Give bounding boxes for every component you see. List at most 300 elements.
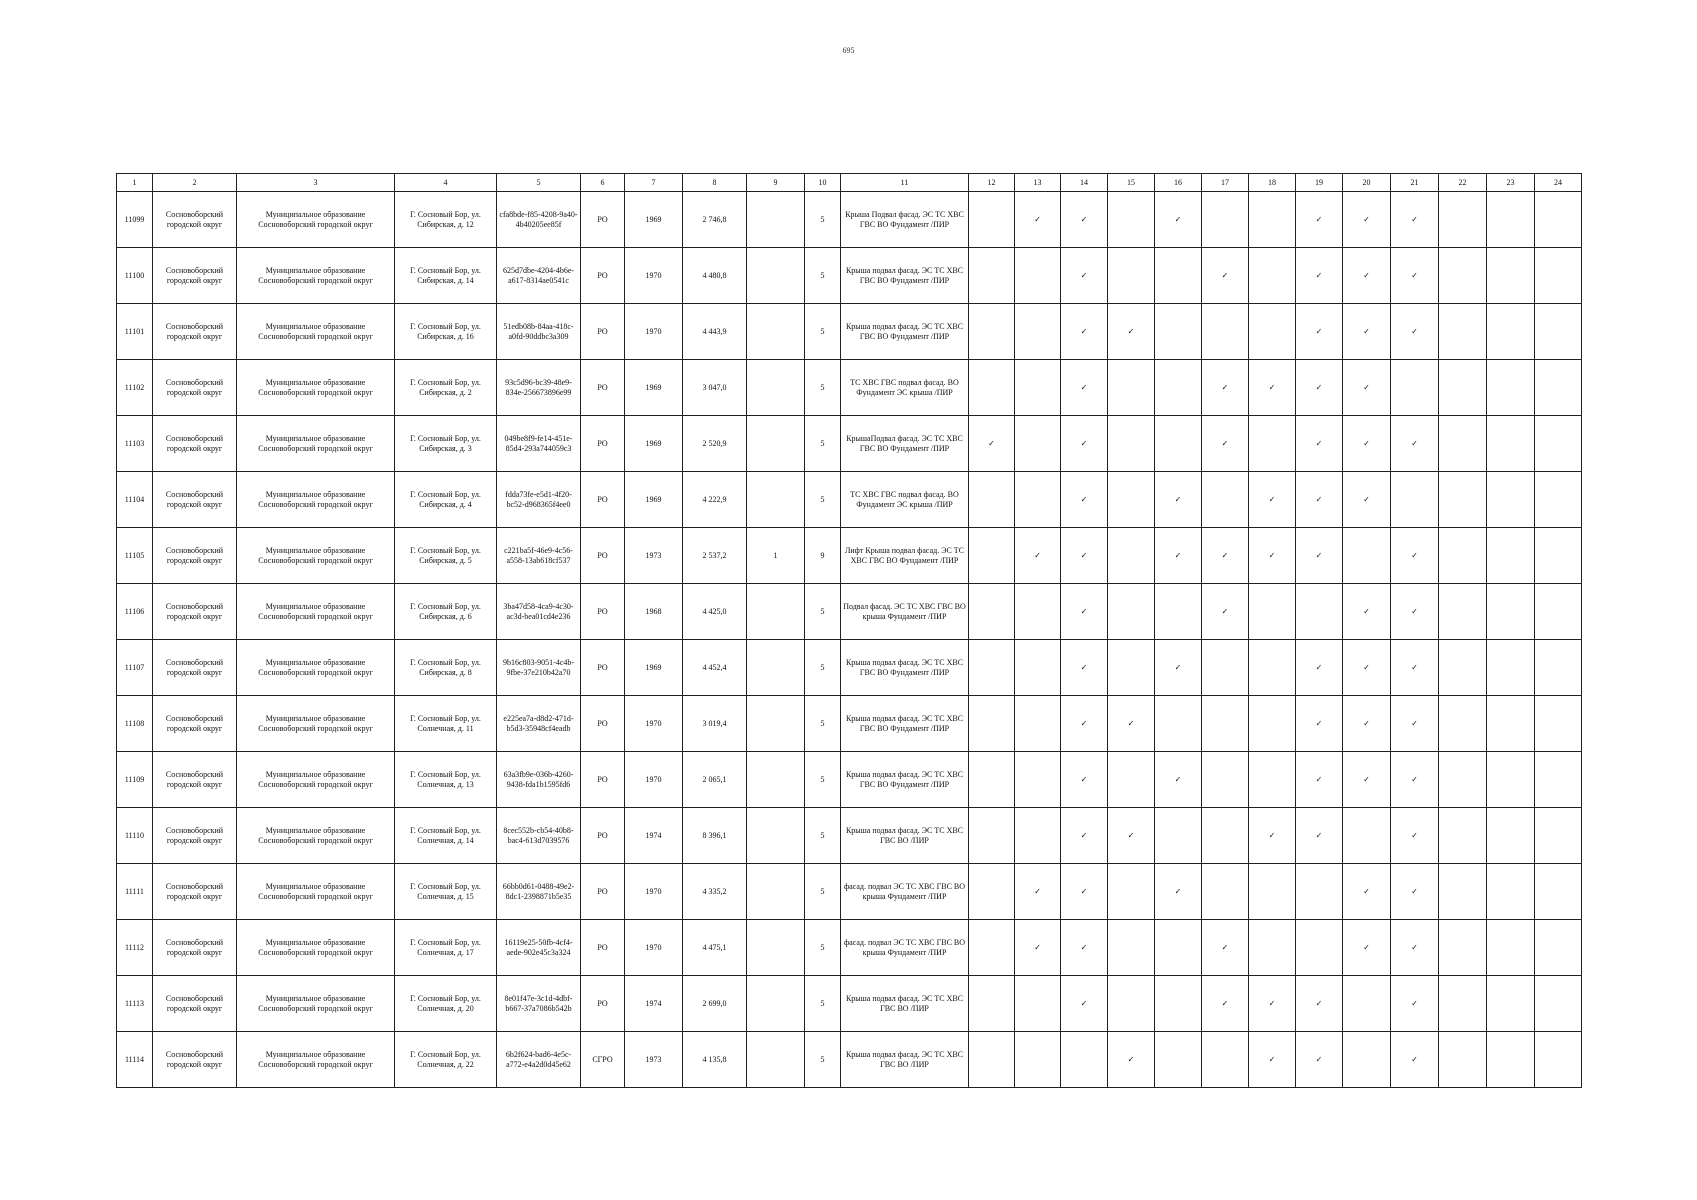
address-cell: Г. Сосновый Бор, ул. Сибирская, д. 4 [395, 472, 497, 528]
row-id-cell: 11109 [117, 752, 153, 808]
column-header: 9 [747, 174, 805, 192]
elevator-count-cell [747, 304, 805, 360]
check-mark-icon: ✓ [1296, 304, 1343, 360]
empty-cell [969, 752, 1015, 808]
empty-cell [1535, 752, 1582, 808]
check-mark-icon: ✓ [1061, 584, 1108, 640]
check-mark-icon: ✓ [1343, 304, 1391, 360]
year-cell: 1968 [625, 584, 683, 640]
elevator-count-cell [747, 696, 805, 752]
district-cell: Сосновоборский городской округ [153, 416, 237, 472]
check-mark-icon: ✓ [1155, 472, 1202, 528]
municipality-cell: Муниципальное образование Сосновоборский городской округ [237, 640, 395, 696]
empty-cell [1015, 584, 1061, 640]
check-mark-icon: ✓ [1155, 528, 1202, 584]
check-mark-icon: ✓ [1296, 696, 1343, 752]
municipality-cell: Муниципальное образование Сосновоборский городской округ [237, 808, 395, 864]
empty-cell [969, 304, 1015, 360]
year-cell: 1973 [625, 528, 683, 584]
check-mark-icon: ✓ [1296, 976, 1343, 1032]
year-cell: 1974 [625, 808, 683, 864]
empty-cell [1535, 360, 1582, 416]
check-mark-icon: ✓ [1061, 472, 1108, 528]
district-cell: Сосновоборский городской округ [153, 976, 237, 1032]
check-mark-icon: ✓ [1343, 696, 1391, 752]
check-mark-icon: ✓ [1061, 864, 1108, 920]
check-mark-icon: ✓ [1296, 1032, 1343, 1088]
municipality-cell: Муниципальное образование Сосновоборский городской округ [237, 696, 395, 752]
empty-cell [1249, 920, 1296, 976]
address-cell: Г. Сосновый Бор, ул. Сибирская, д. 12 [395, 192, 497, 248]
column-header: 7 [625, 174, 683, 192]
row-id-cell: 11110 [117, 808, 153, 864]
elevator-count-cell [747, 864, 805, 920]
check-mark-icon: ✓ [1061, 360, 1108, 416]
works-cell: ТС ХВС ГВС подвал фасад. ВО Фундамент ЭС крыша /ПИР [841, 360, 969, 416]
type-cell: РО [581, 528, 625, 584]
column-header: 14 [1061, 174, 1108, 192]
check-mark-icon: ✓ [1391, 528, 1439, 584]
year-cell: 1969 [625, 416, 683, 472]
empty-cell [1015, 416, 1061, 472]
column-header: 11 [841, 174, 969, 192]
check-mark-icon: ✓ [1015, 920, 1061, 976]
floors-cell: 5 [805, 976, 841, 1032]
floors-cell: 5 [805, 696, 841, 752]
column-header: 1 [117, 174, 153, 192]
type-cell: РО [581, 696, 625, 752]
table-row [117, 248, 1582, 304]
elevator-count-cell [747, 752, 805, 808]
check-mark-icon: ✓ [1343, 416, 1391, 472]
empty-cell [1535, 640, 1582, 696]
column-header: 16 [1155, 174, 1202, 192]
check-mark-icon: ✓ [1061, 752, 1108, 808]
year-cell: 1973 [625, 1032, 683, 1088]
area-cell: 4 452,4 [683, 640, 747, 696]
check-mark-icon: ✓ [1391, 752, 1439, 808]
check-mark-icon: ✓ [1155, 864, 1202, 920]
empty-cell [1535, 416, 1582, 472]
table-row [117, 1032, 1582, 1088]
empty-cell [1535, 472, 1582, 528]
check-mark-icon: ✓ [1061, 640, 1108, 696]
empty-cell [1439, 360, 1487, 416]
empty-cell [1535, 976, 1582, 1032]
area-cell: 2 065,1 [683, 752, 747, 808]
works-cell: Крыша Подвал фасад. ЭС ТС ХВС ГВС ВО Фундамент /ПИР [841, 192, 969, 248]
area-cell: 4 480,8 [683, 248, 747, 304]
empty-cell [1249, 864, 1296, 920]
check-mark-icon: ✓ [1343, 472, 1391, 528]
empty-cell [1015, 304, 1061, 360]
floors-cell: 5 [805, 248, 841, 304]
elevator-count-cell [747, 416, 805, 472]
empty-cell [1439, 976, 1487, 1032]
empty-cell [1108, 528, 1155, 584]
guid-cell: 8e01f47e-3c1d-4dbf-b667-37a7086b542b [497, 976, 581, 1032]
works-cell: КрышаПодвал фасад. ЭС ТС ХВС ГВС ВО Фундамент /ПИР [841, 416, 969, 472]
guid-cell: 9b16c803-9051-4c4b-9fbe-37e210b42a70 [497, 640, 581, 696]
check-mark-icon: ✓ [1343, 584, 1391, 640]
floors-cell: 5 [805, 864, 841, 920]
empty-cell [1249, 192, 1296, 248]
column-header: 23 [1487, 174, 1535, 192]
guid-cell: 63a3fb9e-036b-4260-9438-fda1b1595fd6 [497, 752, 581, 808]
year-cell: 1970 [625, 920, 683, 976]
empty-cell [1439, 304, 1487, 360]
check-mark-icon: ✓ [1296, 360, 1343, 416]
column-number-header [117, 174, 1582, 192]
empty-cell [1439, 1032, 1487, 1088]
empty-cell [1015, 696, 1061, 752]
table-row [117, 640, 1582, 696]
empty-cell [969, 472, 1015, 528]
empty-cell [1202, 696, 1249, 752]
area-cell: 4 222,9 [683, 472, 747, 528]
check-mark-icon: ✓ [1343, 640, 1391, 696]
empty-cell [1439, 584, 1487, 640]
works-cell: Лифт Крыша подвал фасад. ЭС ТС ХВС ГВС ВО Фундамент /ПИР [841, 528, 969, 584]
empty-cell [1535, 304, 1582, 360]
elevator-count-cell [747, 1032, 805, 1088]
check-mark-icon: ✓ [1391, 1032, 1439, 1088]
floors-cell: 5 [805, 808, 841, 864]
check-mark-icon: ✓ [1202, 248, 1249, 304]
empty-cell [1015, 976, 1061, 1032]
table-row [117, 752, 1582, 808]
table-row [117, 976, 1582, 1032]
empty-cell [1391, 472, 1439, 528]
empty-cell [1487, 752, 1535, 808]
year-cell: 1970 [625, 752, 683, 808]
check-mark-icon: ✓ [1202, 976, 1249, 1032]
elevator-count-cell: 1 [747, 528, 805, 584]
district-cell: Сосновоборский городской округ [153, 584, 237, 640]
empty-cell [1015, 808, 1061, 864]
column-header: 17 [1202, 174, 1249, 192]
area-cell: 4 425,0 [683, 584, 747, 640]
empty-cell [1249, 640, 1296, 696]
check-mark-icon: ✓ [1015, 864, 1061, 920]
check-mark-icon: ✓ [1296, 752, 1343, 808]
guid-cell: 16119e25-50fb-4cf4-aede-902e45c3a324 [497, 920, 581, 976]
empty-cell [1535, 808, 1582, 864]
row-id-cell: 11103 [117, 416, 153, 472]
column-header: 20 [1343, 174, 1391, 192]
page-number: 695 [842, 46, 855, 55]
row-id-cell: 11105 [117, 528, 153, 584]
check-mark-icon: ✓ [1391, 304, 1439, 360]
area-cell: 4 475,1 [683, 920, 747, 976]
floors-cell: 5 [805, 360, 841, 416]
check-mark-icon: ✓ [1296, 472, 1343, 528]
empty-cell [1487, 472, 1535, 528]
column-header: 19 [1296, 174, 1343, 192]
municipality-cell: Муниципальное образование Сосновоборский городской округ [237, 1032, 395, 1088]
check-mark-icon: ✓ [1296, 808, 1343, 864]
check-mark-icon: ✓ [1061, 528, 1108, 584]
empty-cell [1249, 752, 1296, 808]
column-header: 18 [1249, 174, 1296, 192]
empty-cell [1015, 472, 1061, 528]
empty-cell [1108, 192, 1155, 248]
empty-cell [1487, 640, 1535, 696]
empty-cell [1439, 696, 1487, 752]
floors-cell: 5 [805, 640, 841, 696]
check-mark-icon: ✓ [1061, 920, 1108, 976]
area-cell: 2 520,9 [683, 416, 747, 472]
check-mark-icon: ✓ [1015, 192, 1061, 248]
column-header: 12 [969, 174, 1015, 192]
empty-cell [1155, 1032, 1202, 1088]
works-cell: Крыша подвал фасад. ЭС ТС ХВС ГВС ВО /ПИР [841, 808, 969, 864]
check-mark-icon: ✓ [1391, 416, 1439, 472]
column-header: 22 [1439, 174, 1487, 192]
column-header: 2 [153, 174, 237, 192]
guid-cell: 049be8f9-fe14-451e-85d4-293a744059c3 [497, 416, 581, 472]
municipality-cell: Муниципальное образование Сосновоборский городской округ [237, 416, 395, 472]
district-cell: Сосновоборский городской округ [153, 640, 237, 696]
floors-cell: 5 [805, 472, 841, 528]
check-mark-icon: ✓ [1343, 192, 1391, 248]
municipality-cell: Муниципальное образование Сосновоборский городской округ [237, 528, 395, 584]
check-mark-icon: ✓ [1343, 920, 1391, 976]
district-cell: Сосновоборский городской округ [153, 920, 237, 976]
empty-cell [1155, 976, 1202, 1032]
column-header: 21 [1391, 174, 1439, 192]
area-cell: 2 746,8 [683, 192, 747, 248]
empty-cell [1249, 696, 1296, 752]
check-mark-icon: ✓ [1249, 808, 1296, 864]
check-mark-icon: ✓ [1202, 416, 1249, 472]
empty-cell [1487, 360, 1535, 416]
empty-cell [1343, 528, 1391, 584]
empty-cell [969, 360, 1015, 416]
type-cell: РО [581, 360, 625, 416]
type-cell: РО [581, 808, 625, 864]
table-body [117, 192, 1582, 1088]
guid-cell: 625d7dbe-4204-4b6e-a617-8314ae0541c [497, 248, 581, 304]
guid-cell: 6b2f624-bad6-4e5c-a772-e4a2d0d45e62 [497, 1032, 581, 1088]
empty-cell [1015, 248, 1061, 304]
empty-cell [1108, 248, 1155, 304]
guid-cell: c221ba5f-46e9-4c56-a558-13ab618cf537 [497, 528, 581, 584]
elevator-count-cell [747, 584, 805, 640]
type-cell: РО [581, 584, 625, 640]
year-cell: 1974 [625, 976, 683, 1032]
check-mark-icon: ✓ [1249, 976, 1296, 1032]
empty-cell [1535, 864, 1582, 920]
check-mark-icon: ✓ [1391, 640, 1439, 696]
area-cell: 3 047,0 [683, 360, 747, 416]
row-id-cell: 11099 [117, 192, 153, 248]
column-header: 24 [1535, 174, 1582, 192]
year-cell: 1970 [625, 304, 683, 360]
district-cell: Сосновоборский городской округ [153, 472, 237, 528]
floors-cell: 5 [805, 416, 841, 472]
check-mark-icon: ✓ [1296, 416, 1343, 472]
check-mark-icon: ✓ [1249, 472, 1296, 528]
empty-cell [1015, 360, 1061, 416]
check-mark-icon: ✓ [1249, 360, 1296, 416]
check-mark-icon: ✓ [1343, 248, 1391, 304]
guid-cell: 51edb08b-84aa-418c-a0fd-90ddbc3a309 [497, 304, 581, 360]
check-mark-icon: ✓ [1061, 192, 1108, 248]
check-mark-icon: ✓ [1108, 808, 1155, 864]
elevator-count-cell [747, 808, 805, 864]
empty-cell [1535, 584, 1582, 640]
address-cell: Г. Сосновый Бор, ул. Солнечная, д. 22 [395, 1032, 497, 1088]
address-cell: Г. Сосновый Бор, ул. Сибирская, д. 8 [395, 640, 497, 696]
column-header: 6 [581, 174, 625, 192]
empty-cell [1535, 248, 1582, 304]
guid-cell: 93c5d96-bc39-48e9-834e-256673896e99 [497, 360, 581, 416]
empty-cell [1487, 696, 1535, 752]
type-cell: РО [581, 920, 625, 976]
empty-cell [1439, 640, 1487, 696]
empty-cell [1202, 864, 1249, 920]
empty-cell [1487, 808, 1535, 864]
register-table [116, 173, 1582, 1088]
floors-cell: 5 [805, 752, 841, 808]
works-cell: фасад. подвал ЭС ТС ХВС ГВС ВО крыша Фундамент /ПИР [841, 864, 969, 920]
row-id-cell: 11114 [117, 1032, 153, 1088]
check-mark-icon: ✓ [1061, 416, 1108, 472]
year-cell: 1969 [625, 360, 683, 416]
address-cell: Г. Сосновый Бор, ул. Солнечная, д. 17 [395, 920, 497, 976]
empty-cell [1487, 864, 1535, 920]
empty-cell [1202, 472, 1249, 528]
check-mark-icon: ✓ [1343, 360, 1391, 416]
empty-cell [1535, 192, 1582, 248]
empty-cell [1487, 192, 1535, 248]
row-id-cell: 11100 [117, 248, 153, 304]
address-cell: Г. Сосновый Бор, ул. Сибирская, д. 16 [395, 304, 497, 360]
check-mark-icon: ✓ [1249, 1032, 1296, 1088]
table-row [117, 696, 1582, 752]
check-mark-icon: ✓ [1391, 696, 1439, 752]
check-mark-icon: ✓ [1296, 192, 1343, 248]
check-mark-icon: ✓ [1061, 976, 1108, 1032]
area-cell: 4 335,2 [683, 864, 747, 920]
floors-cell: 5 [805, 584, 841, 640]
address-cell: Г. Сосновый Бор, ул. Солнечная, д. 14 [395, 808, 497, 864]
district-cell: Сосновоборский городской округ [153, 752, 237, 808]
municipality-cell: Муниципальное образование Сосновоборский городской округ [237, 920, 395, 976]
empty-cell [1439, 864, 1487, 920]
check-mark-icon: ✓ [1391, 248, 1439, 304]
empty-cell [969, 696, 1015, 752]
column-header: 13 [1015, 174, 1061, 192]
empty-cell [1439, 752, 1487, 808]
elevator-count-cell [747, 472, 805, 528]
works-cell: Крыша подвал фасад. ЭС ТС ХВС ГВС ВО /ПИР [841, 1032, 969, 1088]
check-mark-icon: ✓ [1202, 584, 1249, 640]
row-id-cell: 11104 [117, 472, 153, 528]
works-cell: Крыша подвал фасад. ЭС ТС ХВС ГВС ВО Фундамент /ПИР [841, 640, 969, 696]
empty-cell [1202, 640, 1249, 696]
empty-cell [1439, 192, 1487, 248]
row-id-cell: 11108 [117, 696, 153, 752]
empty-cell [1439, 920, 1487, 976]
header-row [117, 174, 1582, 192]
empty-cell [1249, 304, 1296, 360]
table-row [117, 584, 1582, 640]
table-row [117, 416, 1582, 472]
empty-cell [1487, 248, 1535, 304]
district-cell: Сосновоборский городской округ [153, 528, 237, 584]
column-header: 4 [395, 174, 497, 192]
check-mark-icon: ✓ [1391, 920, 1439, 976]
empty-cell [969, 864, 1015, 920]
guid-cell: fdda73fe-e5d1-4f20-bc52-d968365f4ee0 [497, 472, 581, 528]
empty-cell [1535, 528, 1582, 584]
floors-cell: 9 [805, 528, 841, 584]
municipality-cell: Муниципальное образование Сосновоборский городской округ [237, 192, 395, 248]
column-header: 3 [237, 174, 395, 192]
check-mark-icon: ✓ [1249, 528, 1296, 584]
empty-cell [1487, 584, 1535, 640]
check-mark-icon: ✓ [1296, 640, 1343, 696]
district-cell: Сосновоборский городской округ [153, 696, 237, 752]
type-cell: РО [581, 472, 625, 528]
empty-cell [1535, 1032, 1582, 1088]
type-cell: РО [581, 304, 625, 360]
empty-cell [1015, 640, 1061, 696]
row-id-cell: 11113 [117, 976, 153, 1032]
empty-cell [969, 1032, 1015, 1088]
type-cell: СГРО [581, 1032, 625, 1088]
works-cell: Подвал фасад. ЭС ТС ХВС ГВС ВО крыша Фундамент /ПИР [841, 584, 969, 640]
elevator-count-cell [747, 360, 805, 416]
year-cell: 1970 [625, 696, 683, 752]
address-cell: Г. Сосновый Бор, ул. Сибирская, д. 3 [395, 416, 497, 472]
district-cell: Сосновоборский городской округ [153, 360, 237, 416]
check-mark-icon: ✓ [1343, 752, 1391, 808]
check-mark-icon: ✓ [1296, 248, 1343, 304]
works-cell: Крыша подвал фасад. ЭС ТС ХВС ГВС ВО Фундамент /ПИР [841, 304, 969, 360]
check-mark-icon: ✓ [1155, 192, 1202, 248]
district-cell: Сосновоборский городской округ [153, 1032, 237, 1088]
table-row [117, 528, 1582, 584]
type-cell: РО [581, 416, 625, 472]
type-cell: РО [581, 248, 625, 304]
row-id-cell: 11112 [117, 920, 153, 976]
municipality-cell: Муниципальное образование Сосновоборский городской округ [237, 360, 395, 416]
empty-cell [1108, 752, 1155, 808]
empty-cell [1108, 864, 1155, 920]
type-cell: РО [581, 192, 625, 248]
empty-cell [1487, 528, 1535, 584]
type-cell: РО [581, 752, 625, 808]
municipality-cell: Муниципальное образование Сосновоборский городской округ [237, 976, 395, 1032]
empty-cell [1535, 920, 1582, 976]
elevator-count-cell [747, 192, 805, 248]
row-id-cell: 11102 [117, 360, 153, 416]
check-mark-icon: ✓ [1391, 584, 1439, 640]
check-mark-icon: ✓ [1296, 528, 1343, 584]
address-cell: Г. Сосновый Бор, ул. Солнечная, д. 13 [395, 752, 497, 808]
works-cell: ТС ХВС ГВС подвал фасад. ВО Фундамент ЭС крыша /ПИР [841, 472, 969, 528]
elevator-count-cell [747, 248, 805, 304]
empty-cell [1015, 752, 1061, 808]
empty-cell [1155, 584, 1202, 640]
guid-cell: e225ea7a-d8d2-471d-b5d3-35948cf4eadb [497, 696, 581, 752]
type-cell: РО [581, 640, 625, 696]
year-cell: 1970 [625, 864, 683, 920]
empty-cell [1108, 472, 1155, 528]
